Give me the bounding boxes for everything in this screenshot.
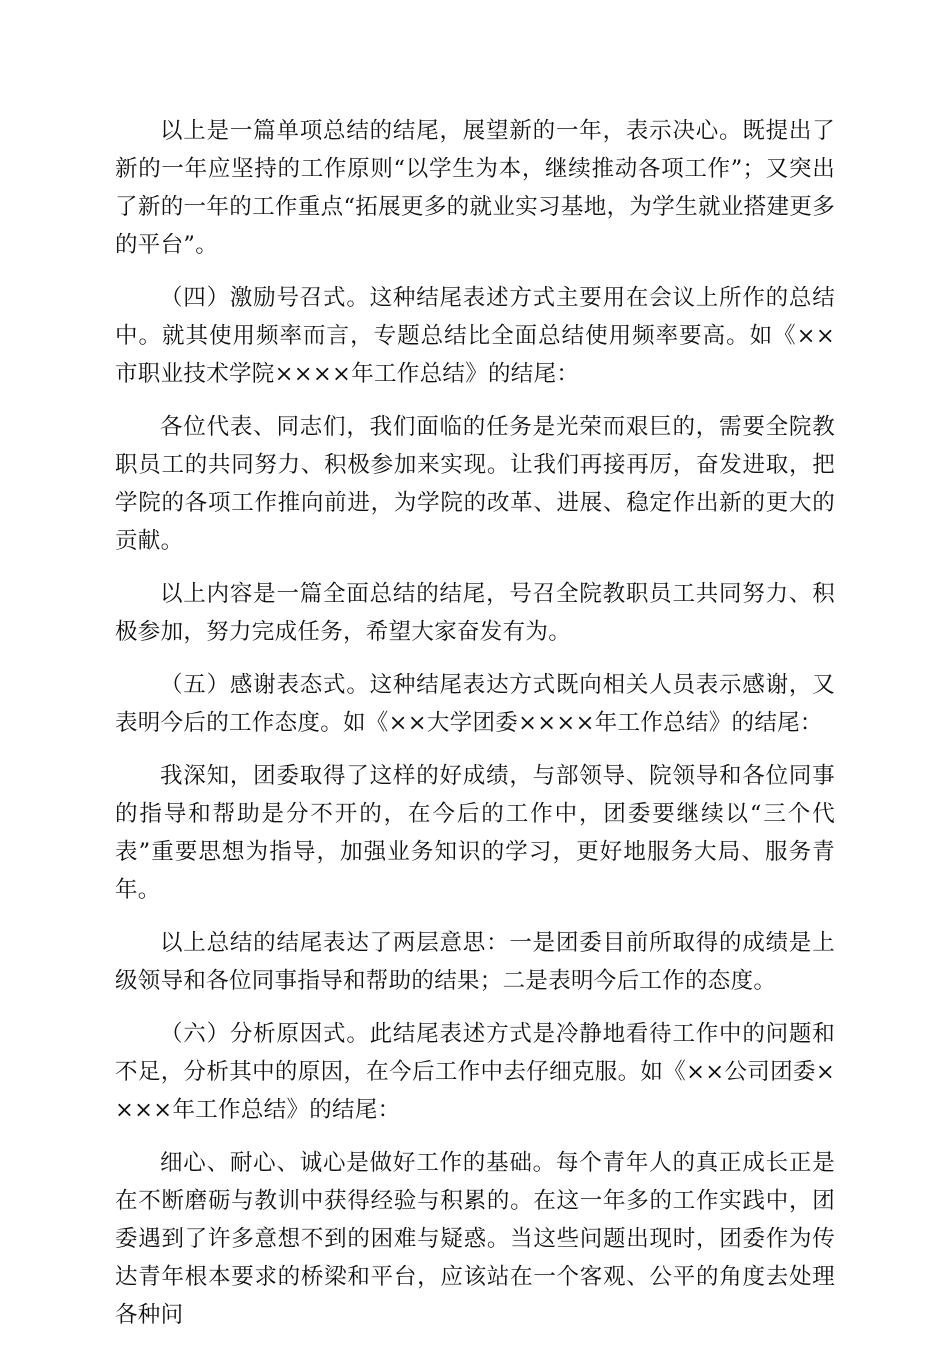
paragraph-summary-3: 以上总结的结尾表达了两层意思：一是团委目前所取得的成绩是上级领导和各位同事指导和帮助的结果；二是表明今后工作的态度。	[115, 930, 835, 994]
paragraph-summary-2: 以上内容是一篇全面总结的结尾，号召全院教职员工共同努力、积极参加，努力完成任务，希望大家奋发有为。	[115, 581, 835, 645]
paragraph-quote-1: 各位代表、同志们，我们面临的任务是光荣而艰巨的，需要全院教职员工的共同努力、积极参加来实现。让我们再接再厉，奋发进取，把学院的各项工作推向前进，为学院的改革、进展、稳定作出新的更大的贡献。	[115, 414, 835, 554]
paragraph-section-6: （六）分析原因式。此结尾表述方式是冷静地看待工作中的问题和不足，分析其中的原因，在今后工作中去仔细克服。如《××公司团委××××年工作总结》的结尾：	[115, 1021, 835, 1123]
paragraph-quote-3: 细心、耐心、诚心是做好工作的基础。每个青年人的真正成长正是在不断磨砺与教训中获得经验与积累的。在这一年多的工作实践中，团委遇到了许多意想不到的困难与疑惑。当这些问题出现时，团委作为传达青年根本要求的桥梁和平台，应该站在一个客观、公平的角度去处理各种问	[115, 1150, 835, 1328]
paragraph-section-5: （五）感谢表态式。这种结尾表达方式既向相关人员表示感谢，又表明今后的工作态度。如《××大学团委××××年工作总结》的结尾：	[115, 672, 835, 736]
document-body	[115, 112, 835, 1349]
paragraph-section-4: （四）激励号召式。这种结尾表述方式主要用在会议上所作的总结中。就其使用频率而言，专题总结比全面总结使用频率要高。如《××市职业技术学院××××年工作总结》的结尾：	[115, 285, 835, 387]
paragraph-quote-2: 我深知，团委取得了这样的好成绩，与部领导、院领导和各位同事的指导和帮助是分不开的，在今后的工作中，团委要继续以“三个代表”重要思想为指导，加强业务知识的学习，更好地服务大局、服务青年。	[115, 763, 835, 903]
paragraph-summary-1: 以上是一篇单项总结的结尾，展望新的一年，表示决心。既提出了新的一年应坚持的工作原则“以学生为本，继续推动各项工作”；又突出了新的一年的工作重点“拓展更多的就业实习基地，为学生就业搭建更多的平台”。	[115, 118, 835, 258]
